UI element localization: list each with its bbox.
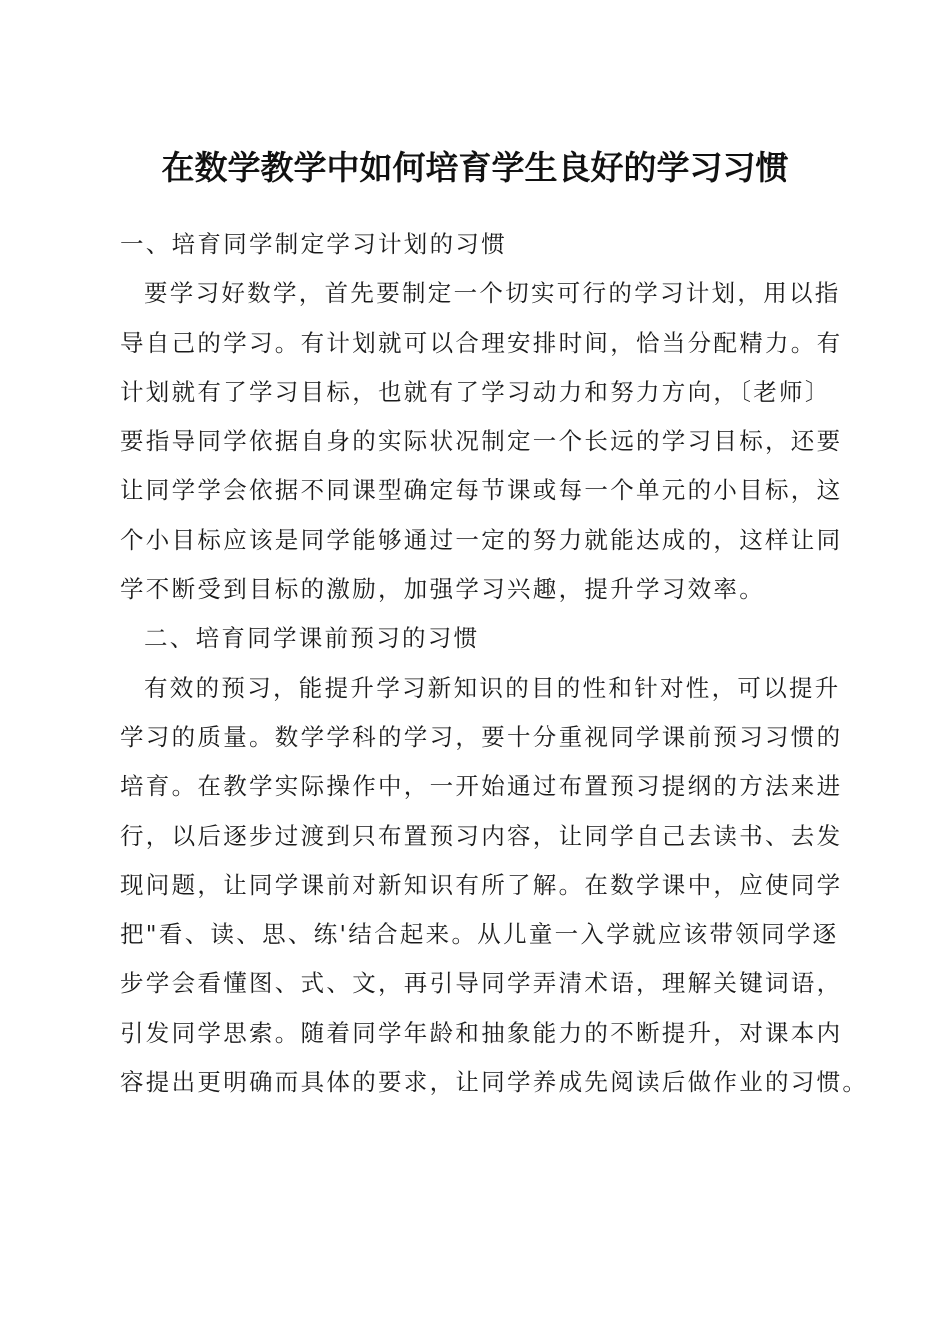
paragraph-line: 步学会看懂图、式、文，再引导同学弄清术语，理解关键词语，	[120, 969, 843, 998]
paragraph-line: 要学习好数学，首先要制定一个切实可行的学习计划，用以指	[144, 279, 841, 308]
paragraph-line: 行，以后逐步过渡到只布置预习内容，让同学自己去读书、去发	[120, 821, 843, 850]
paragraph-line: 让同学学会依据不同课型确定每节课或每一个单元的小目标，这	[120, 476, 843, 505]
paragraph-line: 容提出更明确而具体的要求，让同学养成先阅读后做作业的习惯。	[120, 1068, 869, 1097]
paragraph-line: 培育。在教学实际操作中，一开始通过布置预习提纲的方法来进	[120, 772, 843, 801]
document-body	[120, 220, 869, 1107]
paragraph-line: 导自己的学习。有计划就可以合理安排时间，恰当分配精力。有	[120, 328, 843, 357]
paragraph-line: 学习的质量。数学学科的学习，要十分重视同学课前预习习惯的	[120, 722, 843, 751]
section-heading-2: 二、培育同学课前预习的习惯	[144, 624, 480, 653]
section-heading-1: 一、培育同学制定学习计划的习惯	[120, 230, 507, 258]
paragraph-line: 引发同学思索。随着同学年龄和抽象能力的不断提升，对课本内	[120, 1018, 843, 1047]
paragraph-line: 计划就有了学习目标，也就有了学习动力和努力方向，〔老师〕	[120, 377, 831, 406]
paragraph-line: 有效的预习，能提升学习新知识的目的性和针对性，可以提升	[144, 673, 841, 702]
document-title: 在数学教学中如何培育学生良好的学习习惯	[161, 148, 789, 187]
paragraph-line: 要指导同学依据自身的实际状况制定一个长远的学习目标，还要	[120, 427, 843, 456]
paragraph-line: 把"看、读、思、练'结合起来。从儿童一入学就应该带领同学逐	[120, 920, 839, 949]
paragraph-line: 学不断受到目标的激励，加强学习兴趣，提升学习效率。	[120, 575, 765, 604]
paragraph-line: 现问题，让同学课前对新知识有所了解。在数学课中，应使同学	[120, 870, 843, 899]
paragraph-line: 个小目标应该是同学能够通过一定的努力就能达成的，这样让同	[120, 525, 843, 554]
